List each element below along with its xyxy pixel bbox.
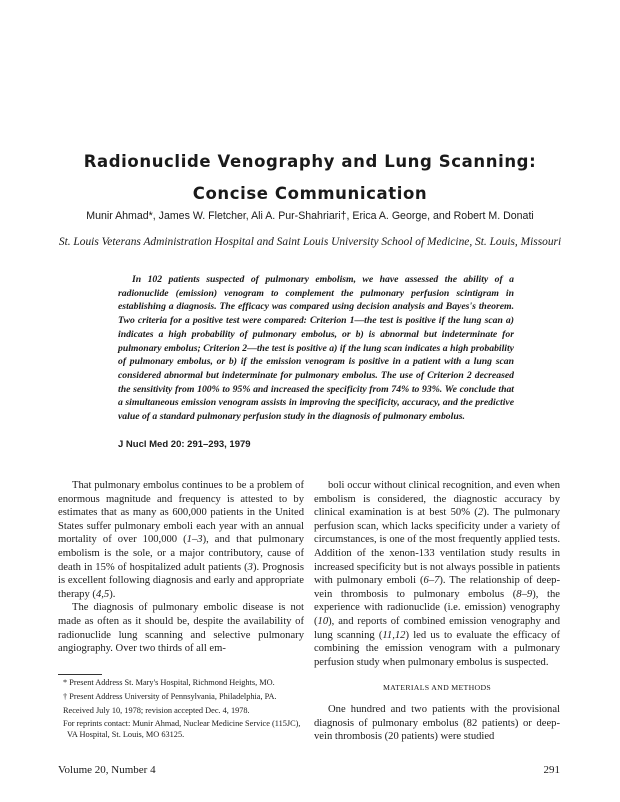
journal-citation: J Nucl Med 20: 291–293, 1979 (118, 439, 251, 450)
body-column-left (58, 479, 304, 656)
footnote-reprints: For reprints contact: Munir Ahmad, Nuclear Medicine Service (115JC), VA Hospital, St. Louis, MO 63125. (63, 719, 301, 740)
reference-link: 6–7 (423, 575, 440, 587)
title-line-1: Radionuclide Venography and Lung Scanning: (83, 152, 537, 171)
reference-link: 2 (477, 507, 484, 519)
body-paragraph-4: One hundred and two patients with the provisional diagnosis of pulmonary embolus (82 patients) or deep-vein thrombosis (20 patients) were studied (314, 703, 560, 743)
volume-number: Volume 20, Number 4 (58, 764, 156, 776)
footnote-received: Received July 10, 1978; revision accepted Dec. 4, 1978. (63, 705, 250, 715)
body-paragraph-3: boli occur without clinical recognition, and even when embolism is considered, the diagnostic accuracy by clinical examination is at best 50% (2). The pulmonary perfusion scan, which lacks specificity under a variety of circumstances, is one of the most frequently applied tests. Addition of the xenon-133 ventilation study results in increased specificity but is not always possible in patients with pulmonary emboli (6–7). The relationship of deep-vein thrombosis to pulmonary embolus (8–9), the experience with radionuclide (i.e. emission) venography (10), and reports of combined emission venography and lung scanning (11,12) led us to evaluate the efficacy of combining the emission venogram with a pulmonary perfusion study when pulmonary embolus is suspected. (314, 480, 560, 668)
abstract: In 102 patients suspected of pulmonary embolism, we have assessed the ability of a radionuclide (emission) venogram to complement the pulmonary perfusion scintigram in establishing a diagnosis. The efficacy was compared using decision analysis and Bayes's theorem. Two criteria for a positive test were compared: Criterion 1—the test is positive if the lung scan a) indicates a high probability of pulmonary embolus, or b) is abnormal but indeterminate for pulmonary embolus; Criterion 2—the test is positive a) if the lung scan indicates a high probability of pulmonary embolus, or b) if the emission venogram is positive in a patient with a lung scan considered abnormal but indeterminate for pulmonary embolus. The use of Criterion 2 decreased the sensitivity from 100% to 95% and increased the specificity from 74% to 93%. We conclude that a simultaneous emission venogram assists in improving the specificity, accuracy, and the predictive value of a standard pulmonary perfusion study in the diagnosis of pulmonary embolus. (118, 274, 514, 423)
footnote-divider (58, 674, 102, 675)
footnote-address-1: * Present Address St. Mary's Hospital, Richmond Heights, MO. (63, 678, 275, 687)
reference-link: 1–3 (186, 534, 203, 546)
reference-link: 3 (247, 561, 253, 573)
body-paragraph-1: That pulmonary embolus continues to be a problem of enormous magnitude and frequency is attested to by estimates that as many as 600,000 patients in the United States suffer pulmonary emboli each year with an annual mortality of over 100,000 (1–3), and that pulmonary embolism is the sole, or a major contributory, cause of death in 15% of hospitalized adult patients (3). Prognosis is excellent following diagnosis and early and appropriate therapy (4,5). (58, 480, 304, 600)
reference-link: 8–9 (516, 588, 533, 600)
footnote-address-2: † Present Address University of Pennsylvania, Philadelphia, PA. (63, 691, 277, 701)
reference-link: 10 (317, 615, 329, 627)
author-list: Munir Ahmad*, James W. Fletcher, Ali A. Pur-Shahriari†, Erica A. George, and Robert M. Donati (86, 210, 534, 222)
page-number: 291 (543, 764, 560, 776)
body-column-right (314, 479, 560, 744)
reference-link: 11,12 (382, 629, 406, 641)
reference-link: 4,5 (95, 588, 110, 600)
article-title (0, 146, 620, 210)
footnotes (58, 678, 304, 744)
affiliation: St. Louis Veterans Administration Hospital and Saint Louis University School of Medicine, St. Louis, Missouri (58, 236, 562, 248)
title-line-2: Concise Communication (192, 184, 428, 203)
body-paragraph-2: The diagnosis of pulmonary embolic disease is not made as often as it should be, despite the availability of radionuclide lung scanning and selective pulmonary angiography. Over two thirds of all em- (58, 602, 304, 655)
section-heading: MATERIALS AND METHODS (382, 683, 492, 693)
